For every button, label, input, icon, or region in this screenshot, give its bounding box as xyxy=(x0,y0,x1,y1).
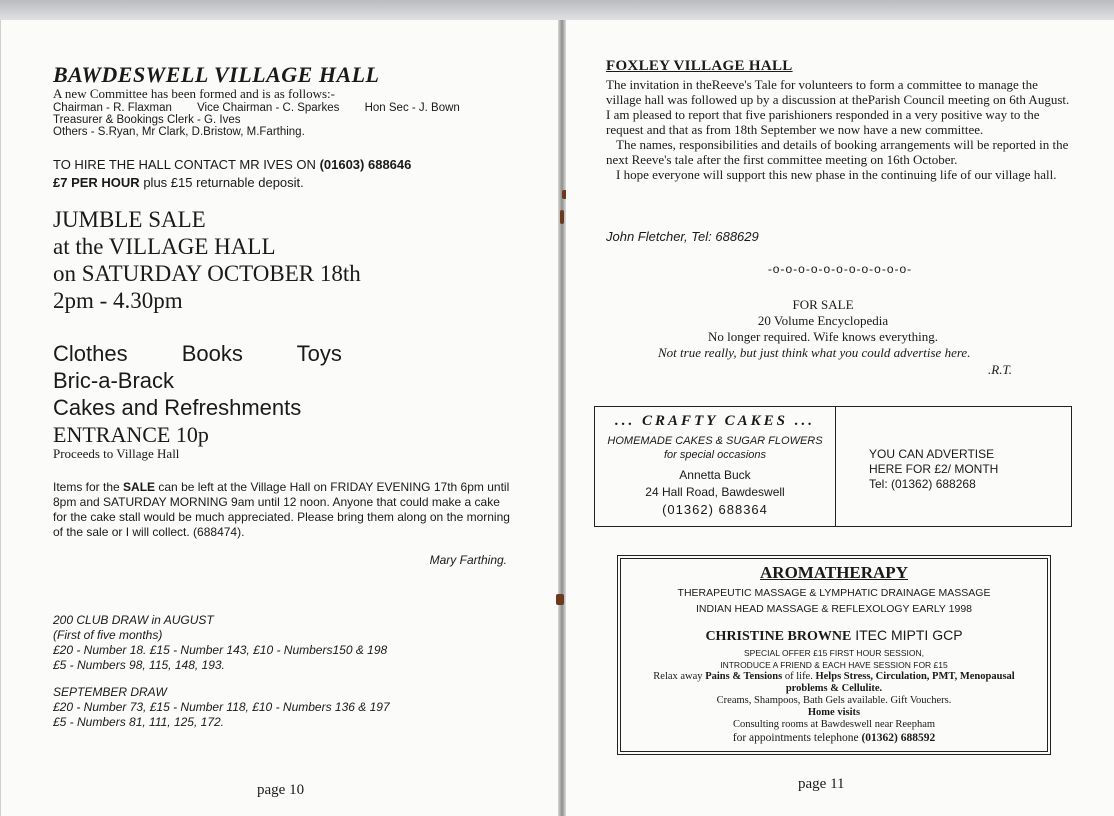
aroma-line-1: THERAPEUTIC MASSAGE & LYMPHATIC DRAINAGE MASSAGE xyxy=(677,587,991,599)
committee-vice: Vice Chairman - C. Sparkes xyxy=(197,102,340,114)
advertise-here-ad xyxy=(837,407,1071,526)
crafty-subtitle xyxy=(595,434,835,462)
draw-aug-line1: £20 - Number 18. £15 - Number 143, £10 - Numbers150 & 198 xyxy=(53,643,388,657)
bawdeswell-title: BAWDESWELL VILLAGE HALL xyxy=(53,62,380,87)
committee-block xyxy=(53,86,460,138)
aroma-home-visits: Home visits xyxy=(807,707,861,718)
jumble-line-3: on SATURDAY OCTOBER 18th xyxy=(53,261,361,286)
items-row-2: Bric-a-Brack xyxy=(53,368,175,393)
spine-mark xyxy=(560,210,564,224)
aroma-appointments xyxy=(621,731,1047,745)
for-sale-initials: .R.T. xyxy=(988,362,1012,377)
draw-aug-line2: £5 - Numbers 98, 115, 148, 193. xyxy=(53,658,225,672)
spine-mark xyxy=(556,594,564,605)
book-spine xyxy=(558,20,566,816)
aroma-name: CHRISTINE BROWNE xyxy=(705,629,852,644)
price-rest: plus £15 returnable deposit. xyxy=(143,175,304,190)
advertise-line-3: Tel: (01362) 688268 xyxy=(869,477,976,491)
item-clothes: Clothes xyxy=(53,341,128,366)
aroma-title: AROMATHERAPY xyxy=(760,563,908,582)
proceeds-note: Proceeds to Village Hall xyxy=(53,446,180,461)
mary-signature: Mary Farthing. xyxy=(429,553,507,567)
item-toys: Toys xyxy=(296,341,342,366)
section-divider: -o-o-o-o-o-o-o-o-o-o-o- xyxy=(767,262,913,276)
page-left xyxy=(0,20,559,816)
aroma-relax xyxy=(621,671,1047,695)
page-right xyxy=(566,20,1114,816)
draw-aug-title: 200 CLUB DRAW in AUGUST xyxy=(53,613,214,627)
foxley-para-2: The names, responsibilities and details of booking arrangements will be reported in the next Reeve's tale after the first committee meeting on 16th October. xyxy=(606,137,1069,167)
price-line xyxy=(53,174,411,192)
sale-para-pre: Items for the xyxy=(53,480,124,494)
draw-sep-line1: £20 - Number 73, £15 - Number 118, £10 - Numbers 136 & 197 xyxy=(53,700,390,714)
advertise-text xyxy=(869,447,1071,492)
hire-text: TO HIRE THE HALL CONTACT MR IVES ON xyxy=(53,157,316,172)
crafty-subtitle-1: HOMEMADE CAKES & SUGAR FLOWERS xyxy=(607,435,823,447)
jumble-line-1: JUMBLE SALE xyxy=(53,207,206,232)
draw-sep-line2: £5 - Numbers 81, 111, 125, 172. xyxy=(53,715,224,729)
aroma-offer-2: INTRODUCE A FRIEND & EACH HAVE SESSION FOR £15 xyxy=(720,660,948,670)
foxley-para-1: The invitation in theReeve's Tale for volunteers to form a committee to manage the village hall was followed up by a discussion at theParish Council meeting on 6th August. I am pleased to report that five parishioners responded in a very positive way to the request and that as from 18th September we now have a new committee. xyxy=(606,77,1070,137)
aroma-appt-pre: for appointments telephone xyxy=(732,732,862,744)
draw-august xyxy=(53,613,387,673)
crafty-subtitle-2: for special occasions xyxy=(663,449,767,461)
draw-aug-sub: (First of five months) xyxy=(53,628,163,642)
jumble-line-2: at the VILLAGE HALL xyxy=(53,234,276,259)
for-sale-reason: No longer required. Wife knows everything. xyxy=(708,329,938,344)
scan-edge xyxy=(0,0,1114,20)
jumble-line-4: 2pm - 4.30pm xyxy=(53,288,183,313)
hire-line xyxy=(53,156,411,174)
foxley-para-3: I hope everyone will support this new phase in the continuing life of our village hall. xyxy=(616,167,1057,182)
aroma-offer-1: SPECIAL OFFER £15 FIRST HOUR SESSION, xyxy=(744,648,924,658)
for-sale-heading: FOR SALE xyxy=(792,297,854,312)
crafty-title: ... CRAFTY CAKES ... xyxy=(615,413,815,429)
crafty-name: Annetta Buck xyxy=(679,468,751,482)
draw-sep-title: SEPTEMBER DRAW xyxy=(53,685,167,699)
price-bold: £7 PER HOUR xyxy=(53,175,140,190)
entrance-fee: ENTRANCE 10p xyxy=(53,422,209,447)
for-sale-item: 20 Volume Encyclopedia xyxy=(757,313,889,328)
for-sale-notice xyxy=(658,297,988,361)
crafty-phone: (01362) 688364 xyxy=(662,502,768,517)
page-number-right: page 11 xyxy=(798,776,845,792)
committee-sec: Hon Sec - J. Bown xyxy=(364,102,460,114)
hire-info xyxy=(53,156,411,192)
item-books: Books xyxy=(181,341,243,366)
advertise-line-1: YOU CAN ADVERTISE xyxy=(869,447,995,461)
advertise-line-2: HERE FOR £2/ MONTH xyxy=(869,462,999,476)
aromatherapy-ad xyxy=(620,558,1048,752)
aroma-relax-pre: Relax away xyxy=(653,671,706,682)
items-row-1 xyxy=(53,340,390,367)
aroma-line-2: INDIAN HEAD MASSAGE & REFLEXOLOGY EARLY 1998 xyxy=(695,603,973,615)
committee-others: Others - S.Ryan, Mr Clark, D.Bristow, M.Farthing. xyxy=(53,126,305,138)
foxley-title: FOXLEY VILLAGE HALL xyxy=(606,58,793,74)
sale-para-bold: SALE xyxy=(123,480,156,494)
aroma-relax-mid: of life. xyxy=(782,671,816,682)
committee-intro: A new Committee has been formed and is as follows:- xyxy=(53,86,335,101)
crafty-address: 24 Hall Road, Bawdeswell xyxy=(645,485,785,499)
foxley-article xyxy=(606,77,1071,182)
crafty-contact xyxy=(595,467,835,518)
aroma-rooms: Consulting rooms at Bawdeswell near Reepham xyxy=(732,719,936,730)
committee-chair: Chairman - R. Flaxman xyxy=(53,102,172,114)
jumble-sale-heading xyxy=(53,206,361,314)
aroma-practitioner xyxy=(621,627,1047,645)
committee-treasurer: Treasurer & Bookings Clerk - G. Ives xyxy=(53,114,241,126)
jumble-items xyxy=(53,340,390,448)
for-sale-joke: Not true really, but just think what you could advertise here. xyxy=(658,345,971,360)
aroma-quals: ITEC MIPTI GCP xyxy=(855,627,963,643)
items-row-3: Cakes and Refreshments xyxy=(53,395,302,420)
aroma-relax-bold1: Pains & Tensions xyxy=(705,671,783,682)
committee-line1 xyxy=(53,102,460,114)
page-number-left: page 10 xyxy=(257,782,305,798)
draw-september xyxy=(53,685,390,730)
aroma-relax-bold2: Helps Stress, Circulation, PMT, Menopausal problems & Cellulite. xyxy=(785,671,1015,694)
fletcher-signature: John Fletcher, Tel: 688629 xyxy=(606,229,759,244)
crafty-cakes-ad xyxy=(595,407,836,526)
sale-paragraph xyxy=(53,480,513,540)
aroma-appt-phone: (01362) 688592 xyxy=(861,732,936,744)
hire-phone: (01603) 688646 xyxy=(319,157,412,172)
advert-box xyxy=(594,406,1072,527)
aroma-creams: Creams, Shampoos, Bath Gels available. Gift Vouchers. xyxy=(716,695,952,706)
sale-para-post: can be left at the Village Hall on FRIDAY EVENING 17th 6pm until 8pm and SATURDAY MORNING 9am until 12 noon. Anyone that could make a cake for the cake stall would be much appreciated. Please bring them along on the morning of the sale or I will collect. (688474). xyxy=(53,480,510,539)
